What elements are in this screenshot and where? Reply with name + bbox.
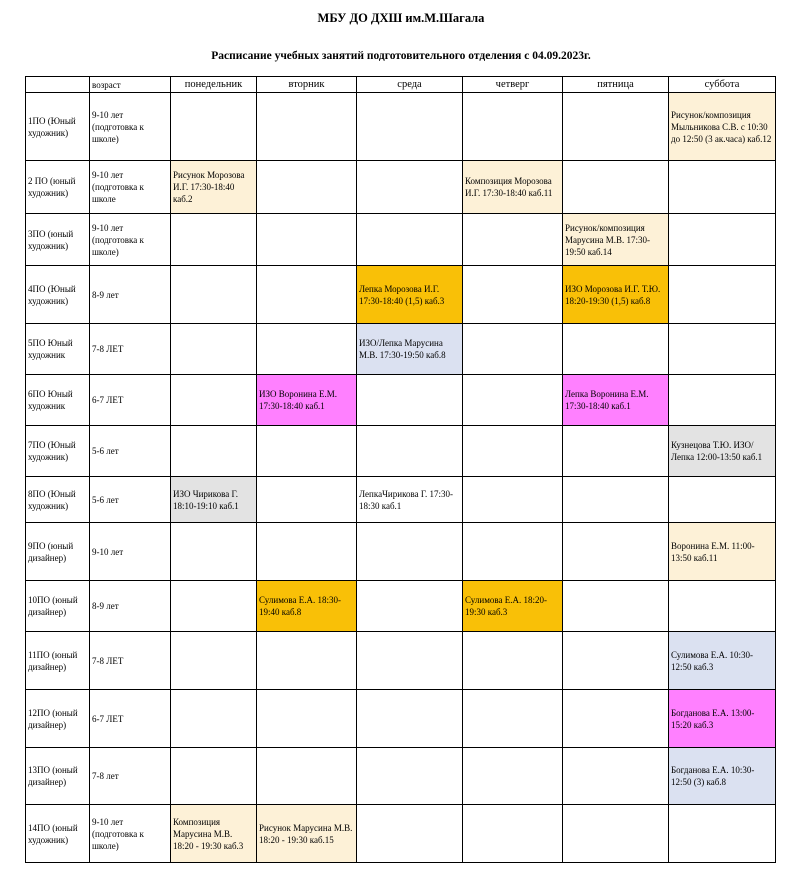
friday-cell	[563, 805, 669, 863]
saturday-cell	[669, 161, 776, 214]
tuesday-cell	[257, 324, 357, 375]
friday-cell	[563, 161, 669, 214]
wednesday-cell	[357, 690, 463, 748]
table-row	[26, 805, 776, 863]
thursday-cell	[463, 93, 563, 161]
thursday-cell	[463, 690, 563, 748]
friday-cell: ИЗО Морозова И.Г. Т.Ю. 18:20-19:30 (1,5) каб.8	[563, 266, 669, 324]
friday-cell	[563, 690, 669, 748]
age-cell: 6-7 ЛЕТ	[90, 690, 171, 748]
wednesday-cell	[357, 214, 463, 266]
wednesday-cell: ЛепкаЧирикова Г. 17:30-18:30 каб.1	[357, 477, 463, 523]
friday-cell	[563, 426, 669, 477]
monday-cell: ИЗО Чирикова Г. 18:10-19:10 каб.1	[171, 477, 257, 523]
tuesday-cell	[257, 214, 357, 266]
header-group	[26, 77, 90, 93]
age-cell: 7-8 ЛЕТ	[90, 632, 171, 690]
group-cell: 10ПО (юный дизайнер)	[26, 581, 90, 632]
wednesday-cell	[357, 748, 463, 805]
age-cell: 7-8 ЛЕТ	[90, 324, 171, 375]
monday-cell	[171, 426, 257, 477]
group-cell: 3ПО (юный художник)	[26, 214, 90, 266]
age-cell: 9-10 лет	[90, 523, 171, 581]
group-cell: 12ПО (юный дизайнер)	[26, 690, 90, 748]
tuesday-cell	[257, 266, 357, 324]
wednesday-cell: Лепка Морозова И.Г. 17:30-18:40 (1,5) каб.3	[357, 266, 463, 324]
age-cell: 9-10 лет (подготовка к школе)	[90, 214, 171, 266]
saturday-cell	[669, 477, 776, 523]
table-row	[26, 324, 776, 375]
monday-cell	[171, 523, 257, 581]
age-cell: 8-9 лет	[90, 266, 171, 324]
tuesday-cell	[257, 748, 357, 805]
monday-cell: Композиция Марусина М.В. 18:20 - 19:30 каб.3	[171, 805, 257, 863]
wednesday-cell	[357, 805, 463, 863]
table-row	[26, 266, 776, 324]
wednesday-cell	[357, 632, 463, 690]
monday-cell: Рисунок Морозова И.Г. 17:30-18:40 каб.2	[171, 161, 257, 214]
monday-cell	[171, 375, 257, 426]
age-cell: 5-6 лет	[90, 426, 171, 477]
thursday-cell	[463, 375, 563, 426]
thursday-cell	[463, 632, 563, 690]
friday-cell	[563, 324, 669, 375]
page-subtitle: Расписание учебных занятий подготовительного отделения с 04.09.2023г.	[211, 50, 591, 62]
table-row	[26, 161, 776, 214]
thursday-cell: Сулимова Е.А. 18:20-19:30 каб.3	[463, 581, 563, 632]
monday-cell	[171, 93, 257, 161]
wednesday-cell	[357, 581, 463, 632]
header-wednesday: среда	[357, 77, 463, 93]
group-cell: 1ПО (Юный художник)	[26, 93, 90, 161]
header-saturday: суббота	[669, 77, 776, 93]
tuesday-cell: ИЗО Воронина Е.М. 17:30-18:40 каб.1	[257, 375, 357, 426]
group-cell: 7ПО (Юный художник)	[26, 426, 90, 477]
thursday-cell	[463, 214, 563, 266]
tuesday-cell	[257, 690, 357, 748]
age-cell: 9-10 лет (подготовка к школе)	[90, 805, 171, 863]
wednesday-cell	[357, 375, 463, 426]
thursday-cell: Композиция Морозова И.Г. 17:30-18:40 каб.11	[463, 161, 563, 214]
saturday-cell: Сулимова Е.А. 10:30-12:50 каб.3	[669, 632, 776, 690]
table-row	[26, 426, 776, 477]
group-cell: 14ПО (юный художник)	[26, 805, 90, 863]
group-cell: 13ПО (юный дизайнер)	[26, 748, 90, 805]
table-row	[26, 748, 776, 805]
age-cell: 8-9 лет	[90, 581, 171, 632]
header-tuesday: вторник	[257, 77, 357, 93]
friday-cell: Лепка Воронина Е.М. 17:30-18:40 каб.1	[563, 375, 669, 426]
schedule-table	[25, 76, 776, 863]
tuesday-cell	[257, 477, 357, 523]
thursday-cell	[463, 477, 563, 523]
header-row	[26, 77, 776, 93]
saturday-cell: Воронина Е.М. 11:00-13:50 каб.11	[669, 523, 776, 581]
monday-cell	[171, 632, 257, 690]
wednesday-cell	[357, 93, 463, 161]
monday-cell	[171, 581, 257, 632]
wednesday-cell	[357, 523, 463, 581]
group-cell: 2 ПО (юный художник)	[26, 161, 90, 214]
thursday-cell	[463, 748, 563, 805]
tuesday-cell	[257, 426, 357, 477]
thursday-cell	[463, 805, 563, 863]
header-monday: понедельник	[171, 77, 257, 93]
monday-cell	[171, 214, 257, 266]
age-cell: 9-10 лет (подготовка к школе	[90, 161, 171, 214]
age-cell: 9-10 лет (подготовка к школе)	[90, 93, 171, 161]
tuesday-cell	[257, 161, 357, 214]
saturday-cell	[669, 805, 776, 863]
age-cell: 7-8 лет	[90, 748, 171, 805]
group-cell: 11ПО (юный дизайнер)	[26, 632, 90, 690]
thursday-cell	[463, 426, 563, 477]
monday-cell	[171, 690, 257, 748]
friday-cell	[563, 477, 669, 523]
header-age: возраст	[90, 77, 171, 93]
saturday-cell	[669, 581, 776, 632]
tuesday-cell	[257, 523, 357, 581]
age-cell: 5-6 лет	[90, 477, 171, 523]
age-cell: 6-7 ЛЕТ	[90, 375, 171, 426]
tuesday-cell	[257, 93, 357, 161]
saturday-cell	[669, 375, 776, 426]
thursday-cell	[463, 266, 563, 324]
table-row	[26, 523, 776, 581]
table-row	[26, 581, 776, 632]
tuesday-cell: Рисунок Марусина М.В. 18:20 - 19:30 каб.15	[257, 805, 357, 863]
friday-cell	[563, 581, 669, 632]
wednesday-cell: ИЗО/Лепка Марусина М.В. 17:30-19:50 каб.8	[357, 324, 463, 375]
friday-cell	[563, 632, 669, 690]
tuesday-cell	[257, 632, 357, 690]
saturday-cell: Богданова Е.А. 13:00-15:20 каб.3	[669, 690, 776, 748]
thursday-cell	[463, 523, 563, 581]
saturday-cell: Рисунок/композиция Мыльникова С.В. с 10:30 до 12:50 (3 ак.часа) каб.12	[669, 93, 776, 161]
group-cell: 6ПО Юный художник	[26, 375, 90, 426]
saturday-cell	[669, 324, 776, 375]
table-row	[26, 214, 776, 266]
header-thursday: четверг	[463, 77, 563, 93]
thursday-cell	[463, 324, 563, 375]
group-cell: 4ПО (Юный художник)	[26, 266, 90, 324]
table-row	[26, 375, 776, 426]
table-row	[26, 632, 776, 690]
friday-cell	[563, 523, 669, 581]
group-cell: 8ПО (Юный художник)	[26, 477, 90, 523]
header-friday: пятница	[563, 77, 669, 93]
tuesday-cell: Сулимова Е.А. 18:30-19:40 каб.8	[257, 581, 357, 632]
monday-cell	[171, 266, 257, 324]
page-title: МБУ ДО ДХШ им.М.Шагала	[317, 11, 485, 25]
wednesday-cell	[357, 426, 463, 477]
monday-cell	[171, 748, 257, 805]
group-cell: 5ПО Юный художник	[26, 324, 90, 375]
saturday-cell: Богданова Е.А. 10:30-12:50 (3) каб.8	[669, 748, 776, 805]
friday-cell	[563, 93, 669, 161]
friday-cell: Рисунок/композиция Марусина М.В. 17:30-19:50 каб.14	[563, 214, 669, 266]
table-row	[26, 93, 776, 161]
saturday-cell: Кузнецова Т.Ю. ИЗО/Лепка 12:00-13:50 каб.1	[669, 426, 776, 477]
table-row	[26, 690, 776, 748]
saturday-cell	[669, 266, 776, 324]
wednesday-cell	[357, 161, 463, 214]
saturday-cell	[669, 214, 776, 266]
friday-cell	[563, 748, 669, 805]
group-cell: 9ПО (юный дизайнер)	[26, 523, 90, 581]
monday-cell	[171, 324, 257, 375]
table-row	[26, 477, 776, 523]
